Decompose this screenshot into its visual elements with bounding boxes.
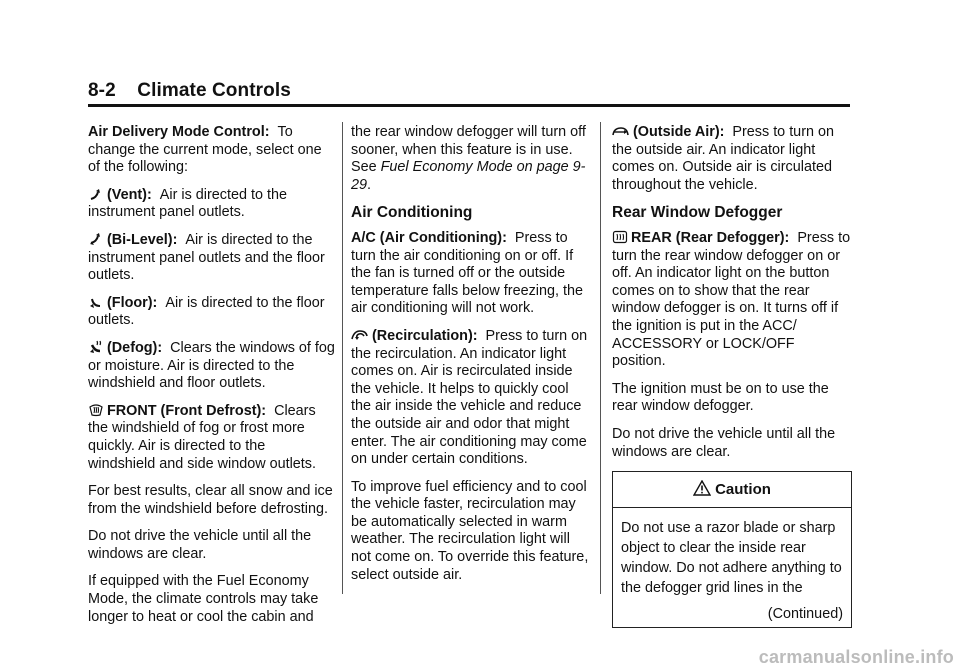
defog-mode-icon bbox=[88, 340, 104, 354]
rear-defogger-icon bbox=[612, 230, 628, 244]
recirculation-icon bbox=[351, 328, 369, 342]
paragraph-vent bbox=[88, 187, 336, 222]
term-bilevel: (Bi-Level): bbox=[107, 231, 178, 248]
paragraph-air-delivery bbox=[88, 124, 336, 177]
text-outside-air: Press to turn on the outside air. An indicator light comes on. Outside air is circulated throughout the vehicle. bbox=[612, 124, 834, 193]
term-rear-defogger: REAR (Rear Defogger): bbox=[631, 229, 790, 246]
caution-header bbox=[613, 472, 851, 508]
term-floor: (Floor): bbox=[107, 294, 158, 311]
paragraph-improve-efficiency: To improve fuel efficiency and to cool the vehicle faster, recirculation may be automatically selected in warm weather. The recirculation light will not come on. To override this feature, select outside air. bbox=[351, 478, 589, 583]
column-2 bbox=[351, 124, 591, 594]
caution-title: Caution bbox=[715, 481, 771, 499]
paragraph-best-results: For best results, clear all snow and ice from the windshield before defrosting. bbox=[88, 483, 333, 517]
term-defog: (Defog): bbox=[107, 339, 163, 356]
link-fuel-economy-mode[interactable]: Fuel Economy Mode on page 9-29 bbox=[351, 159, 586, 193]
outside-air-icon bbox=[612, 124, 630, 138]
paragraph-floor bbox=[88, 295, 336, 330]
paragraph-bilevel bbox=[88, 232, 336, 285]
caution-text: Do not use a razor blade or sharp object to clear the inside rear window. Do not adhere anything to the defogger grid lines in the bbox=[621, 519, 842, 596]
column-divider-2 bbox=[600, 122, 601, 594]
heading-air-conditioning: Air Conditioning bbox=[351, 204, 473, 222]
term-front-defrost: FRONT (Front Defrost): bbox=[107, 402, 267, 419]
paragraph-do-not-drive-rear: Do not drive the vehicle until all the windows are clear. bbox=[612, 425, 836, 460]
text-ac: Press to turn the air conditioning on or off. If the fan is turned off or the outside temperature falls below freezing, the air conditioning will not work. bbox=[351, 229, 583, 317]
paragraph-outside-air bbox=[612, 124, 852, 194]
caution-box bbox=[612, 471, 852, 628]
paragraph-defog bbox=[88, 340, 336, 393]
term-air-delivery: Air Delivery Mode Control: bbox=[88, 124, 270, 140]
term-recirculation: (Recirculation): bbox=[372, 327, 478, 344]
text-continued: the rear window defogger will turn off sooner, when this feature is in use. See bbox=[351, 124, 586, 176]
bilevel-mode-icon bbox=[88, 232, 104, 246]
heading-rear-window-defogger: Rear Window Defogger bbox=[612, 204, 783, 222]
paragraph-fuel-economy: If equipped with the Fuel Economy Mode, the climate controls may take longer to heat or cool the cabin and bbox=[88, 573, 319, 625]
text-air-delivery: To change the current mode, select one of the following: bbox=[88, 124, 322, 176]
front-defrost-icon bbox=[88, 403, 104, 417]
floor-mode-icon bbox=[88, 295, 104, 309]
header-divider bbox=[88, 104, 850, 107]
paragraph-do-not-drive: Do not drive the vehicle until all the windows are clear. bbox=[88, 528, 312, 562]
paragraph-continued bbox=[351, 124, 591, 194]
warning-triangle-icon bbox=[693, 480, 711, 496]
text-bilevel: Air is directed to the instrument panel outlets and the floor outlets. bbox=[88, 231, 325, 284]
text-vent: Air is directed to the instrument panel outlets. bbox=[88, 186, 287, 221]
watermark: carmanualsonline.info bbox=[758, 647, 954, 667]
paragraph-rear-defogger bbox=[612, 230, 852, 371]
term-outside-air: (Outside Air): bbox=[633, 124, 725, 140]
term-vent: (Vent): bbox=[107, 186, 152, 203]
page-header bbox=[88, 80, 850, 102]
text-rear-defogger: Press to turn the rear window defogger on or off. An indicator light on the button comes on to show that the rear window defogger is on. It turns off if the ignition is put in the ACC/ ACCESSORY or LOCK/OFF position. bbox=[612, 229, 851, 370]
text-front-defrost: Clears the windshield of fog or frost more quickly. Air is directed to the windshield and side window outlets. bbox=[88, 402, 316, 472]
paragraph-front-defrost bbox=[88, 403, 336, 473]
text-recirculation: Press to turn on the recirculation. An indicator light comes on. Air is recirculated inside the vehicle. It helps to quickly cool the air inside the vehicle and reduce the outside air and odor that might enter. The air conditioning may come on under certain conditions. bbox=[351, 327, 588, 468]
text-period: . bbox=[367, 176, 372, 193]
term-ac: A/C (Air Conditioning): bbox=[351, 229, 507, 246]
text-floor: Air is directed to the floor outlets. bbox=[88, 294, 325, 329]
page-title: 8-2 Climate Controls bbox=[88, 80, 291, 101]
column-1 bbox=[88, 124, 336, 636]
column-divider-1 bbox=[342, 122, 343, 594]
continued-label: (Continued) bbox=[767, 605, 843, 622]
paragraph-recirculation bbox=[351, 328, 591, 469]
text-defog: Clears the windows of fog or moisture. Air is directed to the windshield and floor outlets. bbox=[88, 339, 335, 392]
paragraph-ignition: The ignition must be on to use the rear window defogger. bbox=[612, 380, 829, 415]
paragraph-ac bbox=[351, 230, 591, 318]
vent-mode-icon bbox=[88, 187, 104, 201]
column-3 bbox=[612, 124, 852, 628]
